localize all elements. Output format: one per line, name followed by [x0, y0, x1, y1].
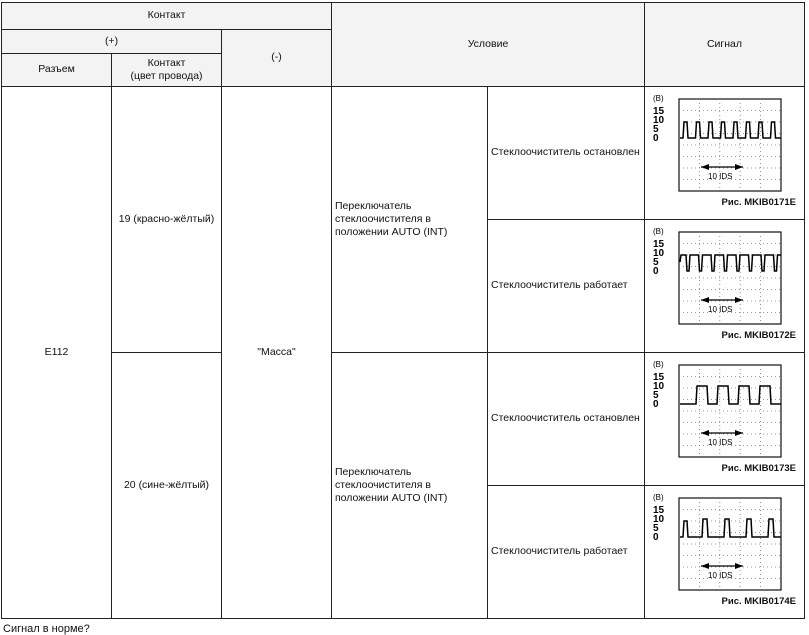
switch-cell: Переключатель стеклоочистителя в положении AUTO (INT) — [332, 87, 488, 353]
figure-caption: Рис. MKIB0173E — [721, 463, 796, 474]
oscilloscope-graph — [651, 89, 791, 195]
scope-level-label: 10 — [653, 514, 665, 525]
oscilloscope-graph — [651, 222, 791, 328]
pin-cell: 19 (красно-жёлтый) — [112, 87, 222, 353]
scope-level-label: 0 — [653, 532, 659, 543]
scope-unit-label: (B) — [653, 493, 664, 502]
figure-caption: Рис. MKIB0171E — [721, 197, 796, 208]
state-cell: Стеклоочиститель остановлен — [488, 87, 645, 220]
scope-level-label: 10 — [653, 115, 665, 126]
pin-cell: 20 (сине-жёлтый) — [112, 353, 222, 619]
signal-header: Сигнал — [645, 3, 805, 87]
scope-level-label: 5 — [653, 257, 659, 268]
scope-level-label: 5 — [653, 523, 659, 534]
scope-time-label: 10 IDS — [708, 438, 733, 447]
connector-cell: E112 — [2, 87, 112, 619]
figure-caption: Рис. MKIB0172E — [721, 330, 796, 341]
scope-level-label: 0 — [653, 399, 659, 410]
state-cell: Стеклоочиститель остановлен — [488, 353, 645, 486]
ground-cell: "Масса" — [222, 87, 332, 619]
scope-unit-label: (B) — [653, 227, 664, 236]
connector-header: Разъем — [2, 54, 112, 87]
scope-level-label: 15 — [653, 372, 665, 383]
contact-header: Контакт — [2, 3, 332, 30]
signal-cell — [645, 220, 805, 353]
footer-question: Сигнал в норме? — [3, 623, 90, 635]
signal-cell — [645, 353, 805, 486]
scope-level-label: 10 — [653, 248, 665, 259]
scope-level-label: 5 — [653, 124, 659, 135]
signal-table — [1, 2, 805, 619]
scope-time-label: 10 IDS — [708, 571, 733, 580]
minus-header: (-) — [222, 30, 332, 87]
scope-level-label: 0 — [653, 133, 659, 144]
scope-level-label: 0 — [653, 266, 659, 277]
state-cell: Стеклоочиститель работает — [488, 486, 645, 619]
plus-header: (+) — [2, 30, 222, 54]
scope-unit-label: (B) — [653, 94, 664, 103]
scope-level-label: 15 — [653, 239, 665, 250]
signal-cell — [645, 486, 805, 619]
scope-level-label: 15 — [653, 505, 665, 516]
scope-time-label: 10 IDS — [708, 305, 733, 314]
scope-time-label: 10 IDS — [708, 172, 733, 181]
scope-unit-label: (B) — [653, 360, 664, 369]
contact-wire-header: Контакт (цвет провода) — [112, 54, 222, 87]
oscilloscope-graph — [651, 355, 791, 461]
oscilloscope-graph — [651, 488, 791, 594]
scope-level-label: 10 — [653, 381, 665, 392]
scope-level-label: 5 — [653, 390, 659, 401]
switch-cell: Переключатель стеклоочистителя в положении AUTO (INT) — [332, 353, 488, 619]
condition-header: Условие — [332, 3, 645, 87]
scope-level-label: 15 — [653, 106, 665, 117]
signal-cell — [645, 87, 805, 220]
figure-caption: Рис. MKIB0174E — [721, 596, 796, 607]
state-cell: Стеклоочиститель работает — [488, 220, 645, 353]
